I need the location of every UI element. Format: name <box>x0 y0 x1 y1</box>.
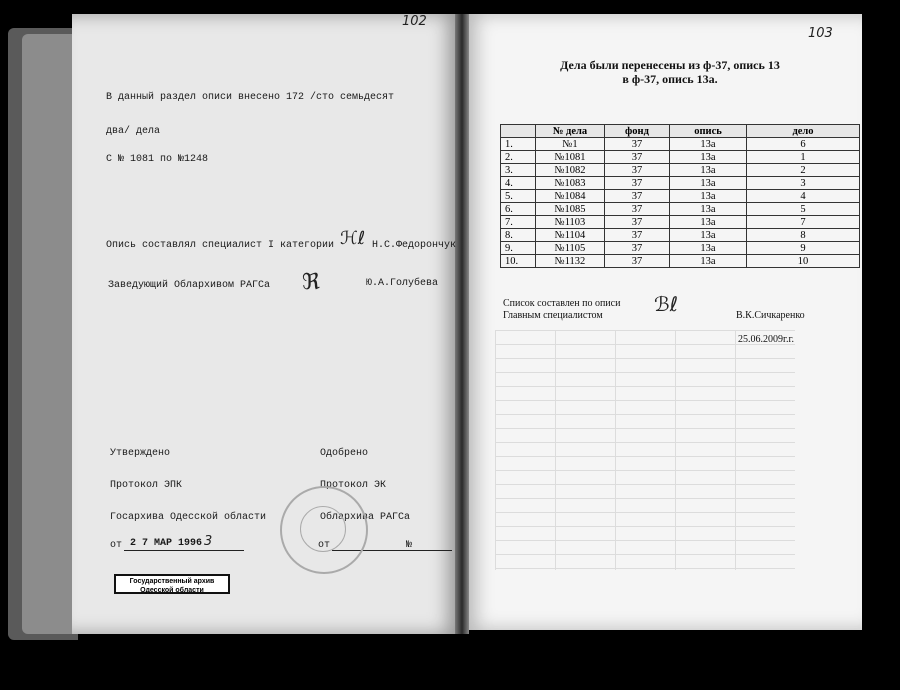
cell-case: №1081 <box>536 151 605 164</box>
title-line-1: Дела были перенесены из ф-37, опись 13 <box>560 58 780 72</box>
cell-file: 1 <box>747 151 860 164</box>
cell-inventory: 13а <box>670 177 747 190</box>
cell-file: 6 <box>747 138 860 151</box>
cell-inventory: 13а <box>670 242 747 255</box>
cell-index: 5. <box>501 190 536 203</box>
cell-inventory: 13а <box>670 164 747 177</box>
cell-file: 10 <box>747 255 860 268</box>
cell-index: 2. <box>501 151 536 164</box>
header-case: № дела <box>536 125 605 138</box>
protocol-right: Протокол ЭК <box>320 480 387 491</box>
date-right-prefix: от <box>318 540 331 551</box>
compiler-label: Опись составлял специалист I категории <box>106 240 335 251</box>
header-index <box>501 125 536 138</box>
specialist-signature: ℬℓ <box>654 292 678 316</box>
table-row <box>501 229 860 242</box>
date-left-underline <box>124 550 244 551</box>
cell-index: 4. <box>501 177 536 190</box>
head-name: Ю.А.Голубева <box>366 278 439 289</box>
page-title <box>540 58 800 86</box>
stamp-line-2: Одесской области <box>140 587 204 594</box>
cell-file: 2 <box>747 164 860 177</box>
head-signature: ℜ <box>302 270 320 295</box>
compiler-signature: ℋℓ <box>340 228 366 249</box>
cell-case: №1083 <box>536 177 605 190</box>
table-row <box>501 164 860 177</box>
table-row <box>501 177 860 190</box>
table-row <box>501 190 860 203</box>
left-page-number: 102 <box>402 14 427 29</box>
date-left-value: 2 7 МАР 1996 <box>130 538 203 549</box>
cell-inventory: 13а <box>670 151 747 164</box>
footer-line-1: Список составлен по описи <box>503 298 621 309</box>
cell-inventory: 13а <box>670 203 747 216</box>
table-row <box>501 151 860 164</box>
cell-file: 7 <box>747 216 860 229</box>
compiler-name: Н.С.Федорончук <box>372 240 457 251</box>
cell-index: 6. <box>501 203 536 216</box>
cell-fond: 37 <box>605 151 670 164</box>
cell-file: 8 <box>747 229 860 242</box>
cell-file: 4 <box>747 190 860 203</box>
cell-fond: 37 <box>605 255 670 268</box>
left-line-1: В данный раздел описи внесено 172 /сто семьдесят <box>106 92 395 103</box>
right-page-number: 103 <box>808 26 833 41</box>
signer-name: В.К.Сичкаренко <box>736 310 805 321</box>
cell-index: 1. <box>501 138 536 151</box>
cell-index: 7. <box>501 216 536 229</box>
left-line-2: два/ дела <box>106 126 161 137</box>
cell-inventory: 13а <box>670 216 747 229</box>
cell-file: 3 <box>747 177 860 190</box>
protocol-left: Протокол ЭПК <box>110 480 183 491</box>
cell-fond: 37 <box>605 164 670 177</box>
cell-fond: 37 <box>605 190 670 203</box>
date-left-prefix: от <box>110 540 123 551</box>
footer-line-2: Главным специалистом <box>503 310 603 321</box>
cell-inventory: 13а <box>670 190 747 203</box>
table-header-row <box>501 125 860 138</box>
archive-left: Госархива Одесской области <box>110 512 267 523</box>
cell-fond: 37 <box>605 229 670 242</box>
seal-emblem <box>300 506 346 552</box>
header-file: дело <box>747 125 860 138</box>
cell-index: 9. <box>501 242 536 255</box>
cell-fond: 37 <box>605 177 670 190</box>
cell-case: №1105 <box>536 242 605 255</box>
cell-case: №1084 <box>536 190 605 203</box>
archive-stamp <box>114 574 230 594</box>
cell-fond: 37 <box>605 203 670 216</box>
table-row <box>501 216 860 229</box>
cell-case: №1103 <box>536 216 605 229</box>
table-row <box>501 203 860 216</box>
cell-file: 5 <box>747 203 860 216</box>
book-gutter <box>455 14 469 634</box>
cell-case: №1 <box>536 138 605 151</box>
table-row <box>501 138 860 151</box>
cell-case: №1082 <box>536 164 605 177</box>
header-fond: фонд <box>605 125 670 138</box>
date-right-number: № <box>406 540 413 551</box>
title-line-2: в ф-37, опись 13а. <box>622 72 718 86</box>
archive-right: Облархива РАГСа <box>320 512 411 523</box>
cell-case: №1085 <box>536 203 605 216</box>
cell-index: 3. <box>501 164 536 177</box>
table-row <box>501 242 860 255</box>
cell-inventory: 13а <box>670 255 747 268</box>
cell-file: 9 <box>747 242 860 255</box>
table-row <box>501 255 860 268</box>
head-label: Заведующий Облархивом РАГСа <box>108 280 271 291</box>
stamp-line-1: Государственный архив <box>129 578 215 585</box>
cell-fond: 37 <box>605 138 670 151</box>
document-date: 25.06.2009г.г. <box>738 334 794 345</box>
cell-fond: 37 <box>605 242 670 255</box>
transfer-table <box>500 124 860 268</box>
bleed-through-grid <box>495 330 795 570</box>
approved-label: Утверждено <box>110 448 171 459</box>
cell-index: 10. <box>501 255 536 268</box>
cell-case: №1104 <box>536 229 605 242</box>
cell-inventory: 13а <box>670 138 747 151</box>
date-left-number: 3 <box>204 534 213 549</box>
cell-case: №1132 <box>536 255 605 268</box>
cell-fond: 37 <box>605 216 670 229</box>
agreed-label: Одобрено <box>320 448 369 459</box>
left-line-3: С № 1081 по №1248 <box>106 154 209 165</box>
cell-index: 8. <box>501 229 536 242</box>
header-inventory: опись <box>670 125 747 138</box>
cell-inventory: 13а <box>670 229 747 242</box>
